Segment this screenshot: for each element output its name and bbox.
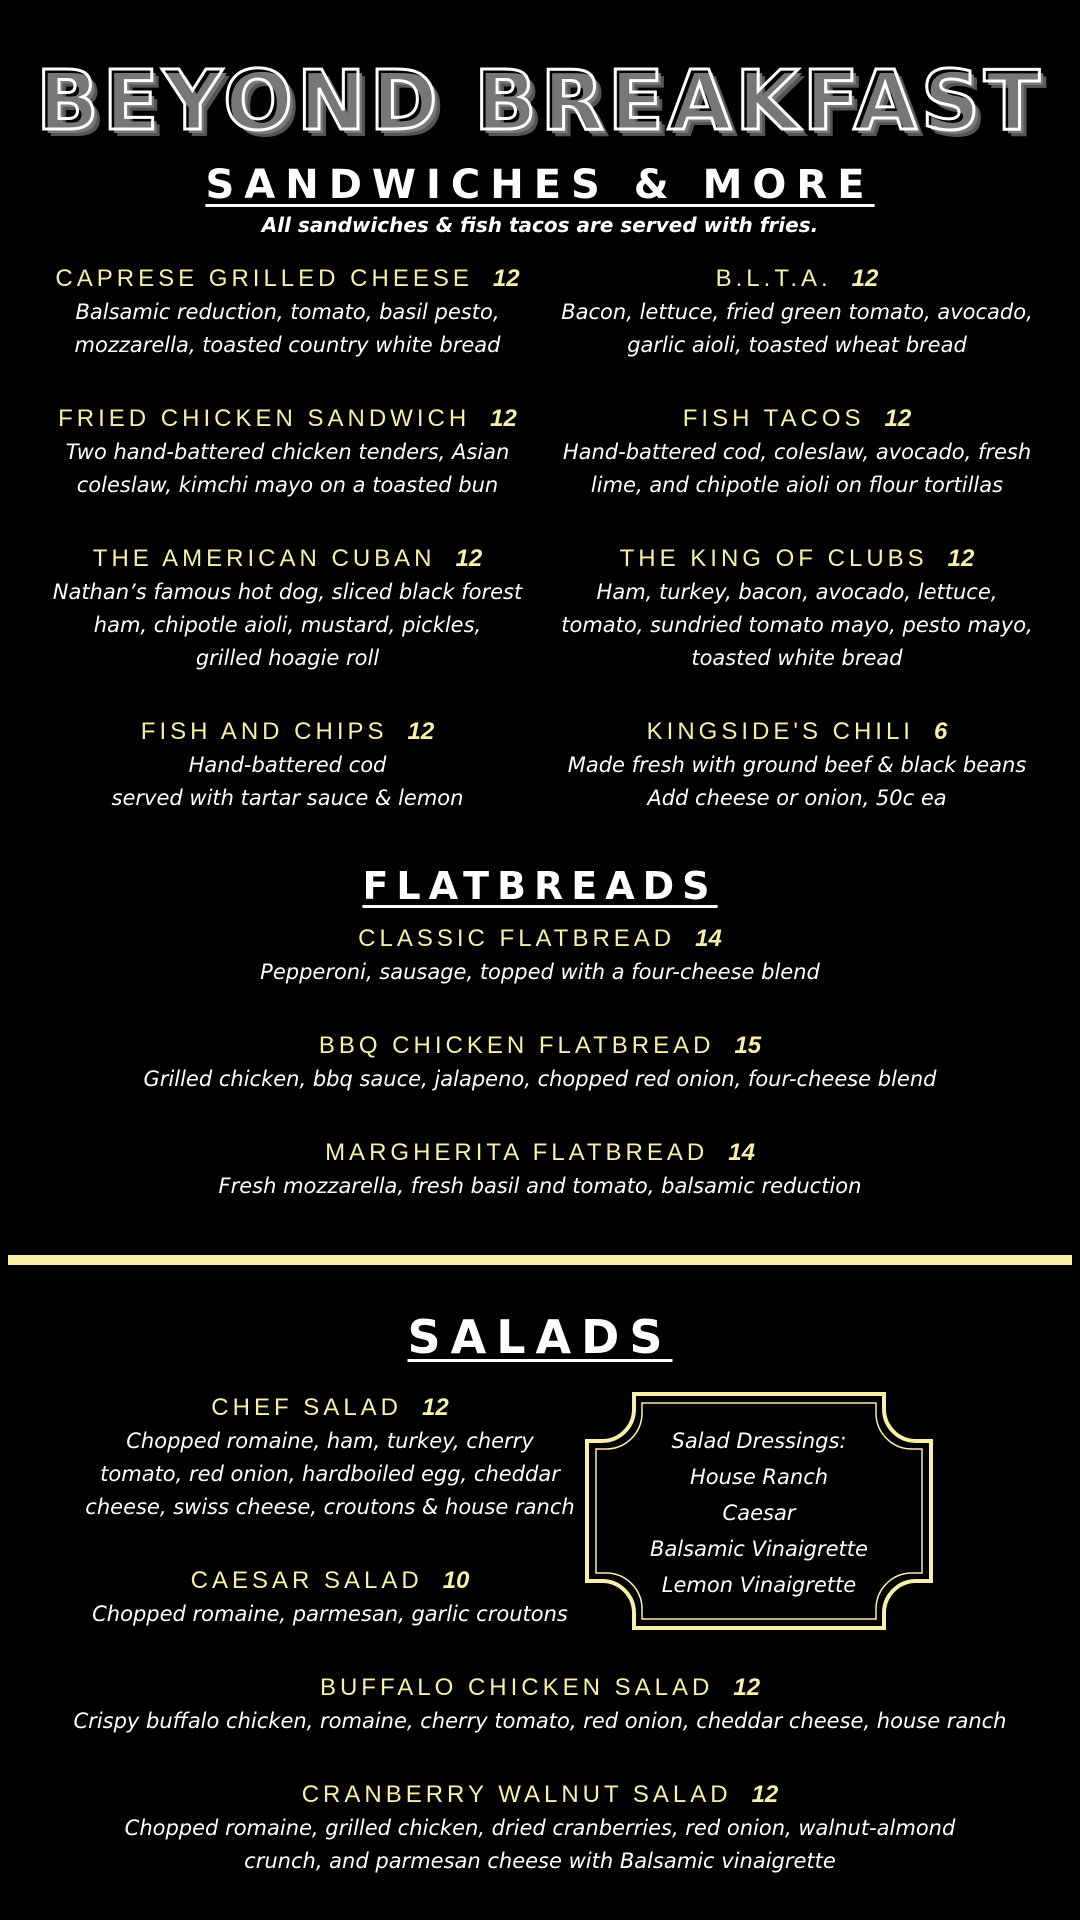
item-description: Grilled chicken, bbq sauce, jalapeno, chopped red onion, four-cheese blend xyxy=(143,1067,937,1091)
item-name: CLASSIC FLATBREAD xyxy=(358,925,676,952)
item-description: Pepperoni, sausage, topped with a four-cheese blend xyxy=(260,960,820,984)
item-description: Fresh mozzarella, fresh basil and tomato, balsamic reduction xyxy=(218,1174,862,1198)
menu-item xyxy=(80,1391,580,1524)
dressing-item: Caesar xyxy=(722,1501,796,1525)
dressing-item: House Ranch xyxy=(689,1465,829,1489)
item-price: 12 xyxy=(407,718,435,745)
item-name: MARGHERITA FLATBREAD xyxy=(325,1139,709,1166)
item-price: 12 xyxy=(733,1674,761,1701)
menu-item xyxy=(80,1564,580,1631)
item-name: BBQ CHICKEN FLATBREAD xyxy=(318,1032,715,1059)
salad-dressings-box xyxy=(584,1391,934,1631)
item-name: CAPRESE GRILLED CHEESE xyxy=(55,265,473,292)
item-price: 12 xyxy=(422,1394,449,1421)
menu-item xyxy=(20,1029,1060,1096)
item-name: BUFFALO CHICKEN SALAD xyxy=(319,1674,714,1701)
item-price: 12 xyxy=(492,265,520,292)
item-price: 14 xyxy=(695,925,722,952)
item-description: Crispy buffalo chicken, romaine, cherry tomato, red onion, cheddar cheese, house ranch xyxy=(73,1709,1007,1733)
item-name: THE AMERICAN CUBAN xyxy=(92,545,436,572)
item-description: Nathan’s famous hot dog, sliced black forest ham, chipotle aioli, mustard, pickles, grilled hoagie roll xyxy=(52,580,523,670)
item-price: 10 xyxy=(442,1567,470,1594)
item-name: FISH TACOS xyxy=(682,405,865,432)
item-description: Chopped romaine, parmesan, garlic croutons xyxy=(92,1602,568,1626)
item-price: 12 xyxy=(851,265,879,292)
item-description: Balsamic reduction, tomato, basil pesto, mozzarella, toasted country white bread xyxy=(74,300,501,357)
menu-item xyxy=(20,922,1060,989)
item-name: KINGSIDE'S CHILI xyxy=(646,718,914,745)
menu-item xyxy=(552,262,1042,362)
menu-item xyxy=(552,715,1042,815)
item-name: FRIED CHICKEN SANDWICH xyxy=(58,405,471,432)
menu-item xyxy=(20,1671,1060,1738)
item-description: Hand-battered cod, coleslaw, avocado, fresh lime, and chipotle aioli on flour tortillas xyxy=(562,440,1032,497)
dressings-title: Salad Dressings: xyxy=(671,1429,847,1453)
item-price: 12 xyxy=(751,1781,779,1808)
item-name: CAESAR SALAD xyxy=(190,1567,423,1594)
item-name: CRANBERRY WALNUT SALAD xyxy=(301,1781,732,1808)
item-price: 12 xyxy=(947,545,975,572)
item-description: Hand-battered cod served with tartar sauce & lemon xyxy=(111,753,464,810)
menu-item xyxy=(552,542,1042,675)
dressing-item: Balsamic Vinaigrette xyxy=(650,1537,868,1561)
item-name: FISH AND CHIPS xyxy=(140,718,388,745)
section-title-sandwiches: SANDWICHES & MORE xyxy=(205,162,875,208)
menu-item xyxy=(20,1778,1060,1878)
item-description: Chopped romaine, ham, turkey, cherry tomato, red onion, hardboiled egg, cheddar cheese, swiss cheese, croutons & house ranch xyxy=(85,1429,575,1519)
item-description: Made fresh with ground beef & black beans Add cheese or onion, 50c ea xyxy=(567,753,1027,810)
section-title-flatbreads: FLATBREADS xyxy=(362,864,718,908)
page-title: BEYOND BREAKFAST xyxy=(36,54,1044,149)
item-price: 12 xyxy=(490,405,517,432)
item-description: Bacon, lettuce, fried green tomato, avocado, garlic aioli, toasted wheat bread xyxy=(561,300,1033,357)
item-price: 14 xyxy=(728,1139,755,1166)
menu-item xyxy=(40,542,535,675)
menu-item xyxy=(40,262,535,362)
item-price: 15 xyxy=(734,1032,762,1059)
item-name: CHEF SALAD xyxy=(211,1394,402,1421)
item-description: Two hand-battered chicken tenders, Asian coleslaw, kimchi mayo on a toasted bun xyxy=(65,440,510,497)
menu-item xyxy=(40,402,535,502)
section-divider xyxy=(8,1255,1072,1265)
sandwiches-note: All sandwiches & fish tacos are served with fries. xyxy=(261,213,819,237)
item-price: 6 xyxy=(933,718,948,745)
menu-item xyxy=(20,1136,1060,1203)
menu-item xyxy=(552,402,1042,502)
item-price: 12 xyxy=(455,545,483,572)
dressing-item: Lemon Vinaigrette xyxy=(661,1573,857,1597)
item-price: 12 xyxy=(884,405,912,432)
item-description: Chopped romaine, grilled chicken, dried cranberries, red onion, walnut-almond crunch, and parmesan cheese with Balsamic vinaigrette xyxy=(124,1816,956,1873)
item-description: Ham, turkey, bacon, avocado, lettuce, tomato, sundried tomato mayo, pesto mayo, toasted white bread xyxy=(561,580,1033,670)
section-title-salads: SALADS xyxy=(407,1310,673,1364)
item-name: B.L.T.A. xyxy=(715,265,832,292)
item-name: THE KING OF CLUBS xyxy=(619,545,928,572)
menu-item xyxy=(40,715,535,815)
